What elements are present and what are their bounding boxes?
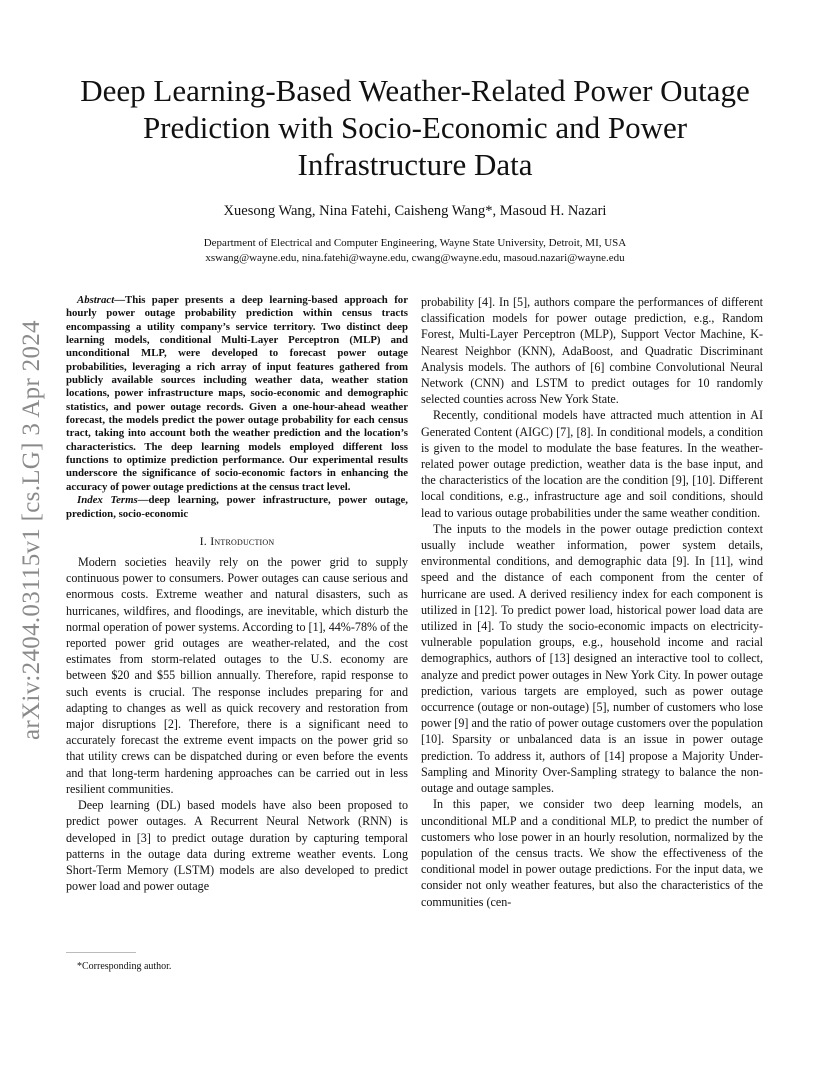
arxiv-identifier: arXiv:2404.03115v1 [cs.LG] 3 Apr 2024 xyxy=(18,320,45,740)
abstract-label: Abstract xyxy=(77,294,115,306)
section-heading-introduction: I. Introduction xyxy=(199,533,275,548)
body-paragraph: Modern societies heavily rely on the power grid to supply continuous power to consumers. Power outages can cause serious and enormous costs. Extreme weather and natural disasters, such as hurricanes, wildfires, and floodings, are inevitable, which disturb the normal operation of power systems. According to [1], 44%-78% of the reported power grid outages are weather-related, and the cost estimates from storm-related outages to the U.S. economy are between $20 and $55 billion annually. Therefore, rapid response to such events is crucial. The response includes preparing for and adapting to changes as well as quick recovery and restoration from major disruptions [2]. Therefore, there is a significant need to accurately forecast the extreme event impacts on the power grid so that utility crews can be dispatched during or even before the events and that long-term hardening approaches can be carried out in less resilient communities. xyxy=(66,555,408,796)
index-terms-label: Index Terms xyxy=(77,494,138,507)
body-paragraph: Deep learning (DL) based models have also been proposed to predict power outages. A Recurrent Neural Network (RNN) is developed in [3] to predict outage duration by capturing temporal patterns in the outage data during extreme weather events. Long Short-Term Memory (LSTM) models are also developed to predict power load and power outage xyxy=(66,798,408,894)
author-emails: xswang@wayne.edu, nina.fatehi@wayne.edu, cwang@wayne.edu, masoud.nazari@wayne.edu xyxy=(205,252,625,264)
footnote-divider xyxy=(66,952,136,953)
paper-title: Deep Learning-Based Weather-Related Power Outage Prediction with Socio-Economic and Power Infrastructure Data xyxy=(80,73,750,182)
abstract xyxy=(66,294,408,494)
right-column xyxy=(421,294,763,910)
body-paragraph: In this paper, we consider two deep learning models, an unconditional MLP and a conditional MLP, to predict the number of customers who lose power in an hourly resolution, normalized by the population of the census tracts. We show the effectiveness of the conditional model in power outage predictions. For the input data, we consider not only weather features, but also the characteristics of the communities (cen- xyxy=(421,797,763,909)
body-paragraph: Recently, conditional models have attracted much attention in AI Generated Content (AIGC) [7], [8]. In conditional models, a condition is given to the model to modulate the base features. In the weather-related power outage prediction, weather data is the base input, and the characteristics of the location are the condition [9], [10]. Different local conditions, e.g., infrastructure age and soil conditions, should lead to various outage probabilities under the same weather condition. xyxy=(421,408,763,520)
index-terms-text: —deep learning, power infrastructure, power outage, prediction, socio-economic xyxy=(66,494,408,520)
abstract-text: —This paper presents a deep learning-based approach for hourly power outage probability prediction within census tracts encompassing a utility company’s service territory. Two distinct deep learning models, conditional Multi-Layer Perceptron (MLP) and unconditional MLP, were developed to forecast power outage probabilities, leveraging a rich array of input features gathered from publicly available sources including weather data, weather station locations, power infrastructure maps, socio-economic and demographic statistics, and power outage records. Given a one-hour-ahead weather forecast, the models predict the power outage probability for each census tract, taking into account both the weather prediction and the location’s characteristics. The deep learning models employed different loss functions to optimize prediction performance. Our experimental results underscore the significance of socio-economic factors in enhancing the accuracy of power outage predictions at the census tract level. xyxy=(66,294,408,493)
left-column xyxy=(66,294,408,894)
author-list: Xuesong Wang, Nina Fatehi, Caisheng Wang*, Masoud H. Nazari xyxy=(223,203,607,219)
affiliation: Department of Electrical and Computer Engineering, Wayne State University, Detroit, MI, USA xyxy=(203,237,627,249)
index-terms xyxy=(66,494,408,521)
body-paragraph: The inputs to the models in the power outage prediction context usually include weather information, power system details, environmental conditions, and demographic data [9]. In [11], wind speed and the distance of each component from the center of hurricane are used. A derived resiliency index for each component is utilized in [12]. To predict power load, historical power load data are utilized in [4]. To study the socio-economic impacts on electricity-vulnerable population groups, e.g., household income and racial demographics, authors of [13] designed an interactive tool to collect, analyze and predict power outages in New York City. In power outage prediction, various targets are employed, such as power outage occurrence (outage or non-outage) [5], number of customers who lose power [9] and the ratio of power outage customers over the population [10]. Sparsity or unbalanced data is an issue in power outage prediction. To address it, authors of [14] propose a Majority Under-Sampling and Minority Over-Sampling strategy to balance the non-outage and outage samples. xyxy=(421,521,763,796)
footnote: *Corresponding author. xyxy=(77,961,172,972)
affiliation-block xyxy=(60,236,770,266)
body-paragraph: probability [4]. In [5], authors compare the performances of different classification models for power outage prediction, e.g., Random Forest, Multi-Layer Perceptron (MLP), Support Vector Machine, K-Nearest Neighbor (KNN), AdaBoost, and Quadratic Discriminant Analysis models. The authors of [6] combine Convolutional Neural Network (CNN) and LSTM to predict outages for 10 randomly selected counties across New York State. xyxy=(421,295,763,407)
